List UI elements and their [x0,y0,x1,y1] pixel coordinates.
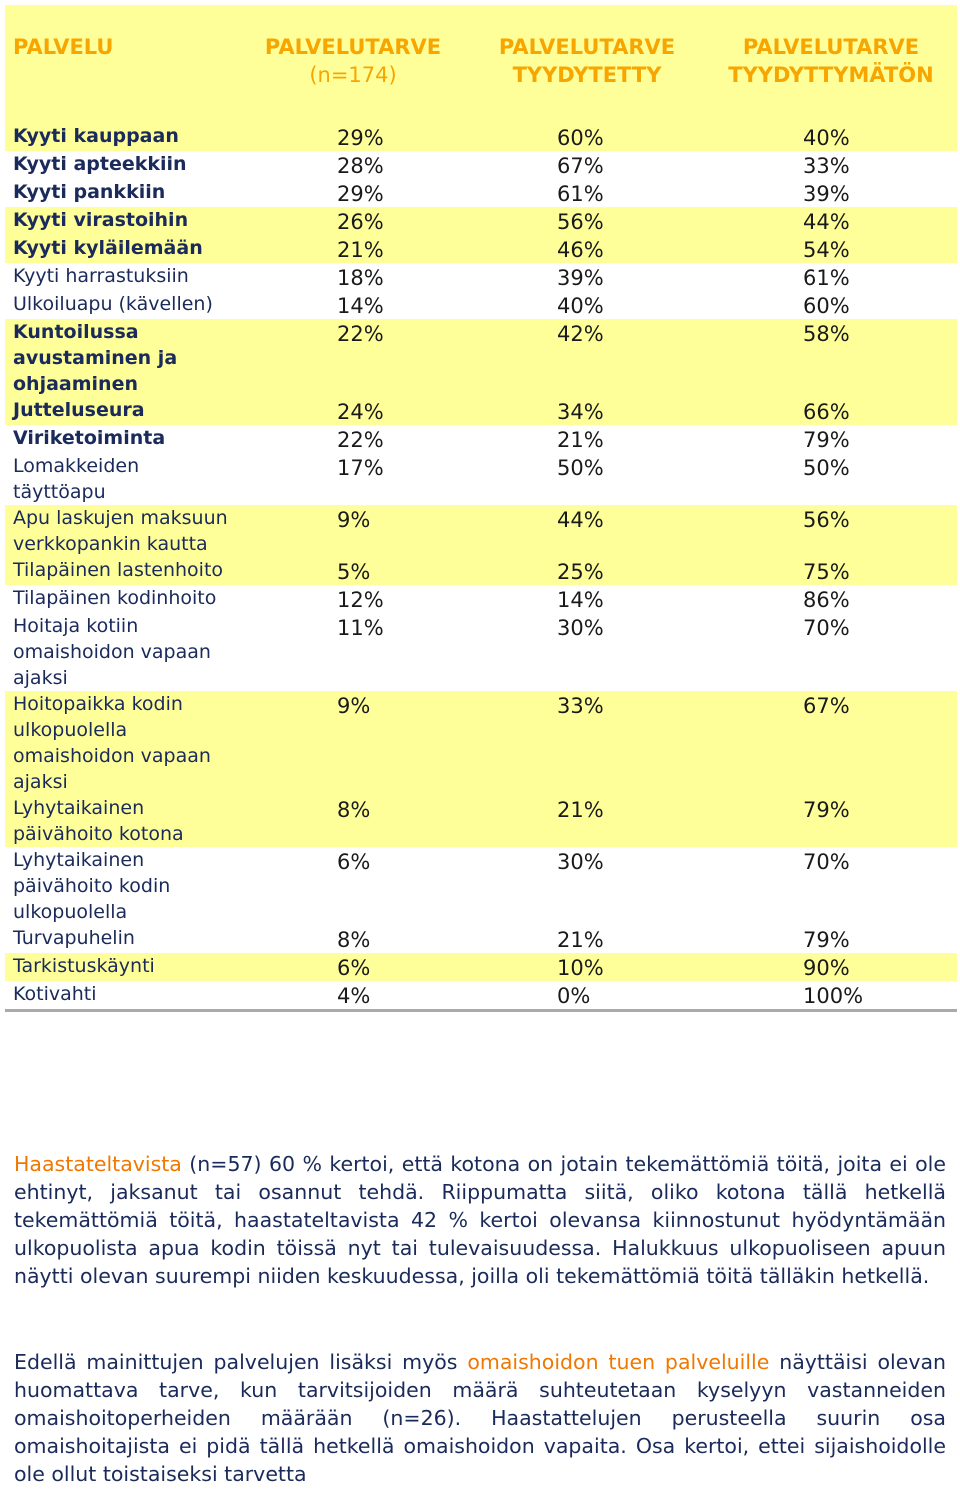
table-row: Kyyti pankkiin 29% 61% 39% [13,181,850,206]
document-page [5,5,957,1012]
header-met: PALVELUTARVE TYYDYTETTY [469,5,705,117]
table-row: Lyhytaikainen päivähoito kotona 8% 21% 79% [5,795,957,847]
table-row: Kyyti harrastuksiin 18% 39% 61% [13,265,850,290]
table-row: Apu laskujen maksuun verkkopankin kautta 9% 44% 56% [5,505,957,557]
table-row: Lyhytaikainen päivähoito kodin ulkopuolella 6% 30% 70% [13,849,850,923]
table-row: Hoitaja kotiin omaishoidon vapaan ajaksi 11% 30% 70% [13,615,850,689]
table-row: Tilapäinen lastenhoito 5% 25% 75% [5,557,957,585]
table-row: Kyyti virastoihin 26% 56% 44% [5,207,957,235]
table-row: Kyyti kauppaan 29% 60% 40% [5,123,957,151]
paragraph-interviewees: Haastateltavista (n=57) 60 % kertoi, että kotona on jotain tekemättömiä töitä, joita ei ole ehtinyt, jaksanut tai osannut tehdä. Riippumatta siitä, oliko kotona tällä hetkellä tekemättömiä töitä, haastateltavista 42 % kertoi olevansa kiinnostunut hyödyntämään ulkopuolista apua kodin töissä nyt tai tulevaisuudessa. Halukkuus ulkopuoliseen apuun näytti olevan suurempi niiden keskuudessa, joilla oli tekemättömiä töitä tälläkin hetkellä. [14,1152,946,1288]
table-row: Ulkoiluapu (kävellen) 14% 40% 60% [13,293,850,318]
table-row: Hoitopaikka kodin ulkopuolella omaishoidon vapaan ajaksi 9% 33% 67% [5,691,957,795]
table-row: Tilapäinen kodinhoito 12% 14% 86% [13,587,850,612]
header-need: PALVELUTARVE (n=174) [237,5,469,117]
table-row: Tarkistuskäynti 6% 10% 90% [5,953,957,981]
header-unmet: PALVELUTARVE TYYDYTTYMÄTÖN [705,5,957,117]
table-row: Viriketoiminta 22% 21% 79% [13,427,850,452]
table-row: Turvapuhelin 8% 21% 79% [13,927,850,952]
table-header-row [5,5,957,117]
paragraph-caregiver-support: Edellä mainittujen palvelujen lisäksi myös omaishoidon tuen palveluille näyttäisi olevan huomattava tarve, kun tarvitsijoiden määrä suhteutetaan kyselyyn vastanneiden omaishoitoperheiden määrään (n=26). Haastattelujen perusteella suurin osa omaishoitajista ei pidä tällä hetkellä omaishoidon vapaita. Osa kertoi, ettei sijaishoidolle ole ollut toistaiseksi tarvetta [14,1350,947,1486]
table-row: Kotivahti 4% 0% 100% [5,981,957,1011]
table-row: Lomakkeiden täyttöapu 17% 50% 50% [13,455,850,503]
table-row: Kyyti apteekkiin 28% 67% 33% [13,153,850,178]
services-table [5,5,957,1012]
table-row: Kuntoilussa avustaminen ja ohjaaminen 22% 42% 58% [5,319,957,397]
table-row: Jutteluseura 24% 34% 66% [5,397,957,425]
highlight-interviewees: Haastateltavista [14,1152,182,1176]
highlight-caregiver-services: omaishoidon tuen palveluille [467,1350,770,1374]
header-service: PALVELU [5,5,237,117]
table-row: Kyyti kyläilemään 21% 46% 54% [5,235,957,263]
